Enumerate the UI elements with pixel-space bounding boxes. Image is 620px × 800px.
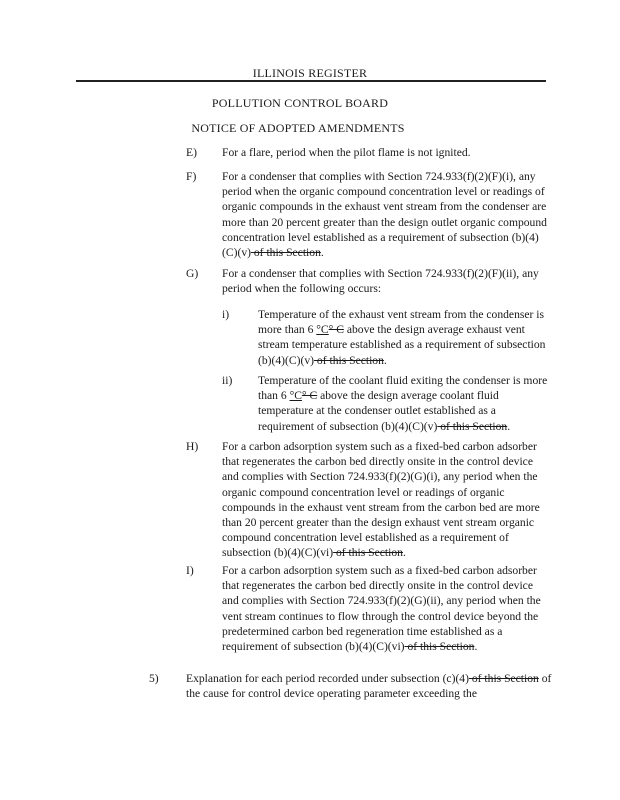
subitem-text-gi bbox=[258, 307, 552, 368]
item-f-struck: of this Section bbox=[250, 246, 321, 260]
item-f-text: For a condenser that complies with Section 724.933(f)(2)(F)(i), any period when the organic compound concentration level or readings of organic compounds in the exhaust vent stream from the condenser are more than 20 percent greater than the design outlet organic compound concentration level established as a requirement of subsection (b)(4)(C)(v) bbox=[222, 170, 547, 260]
gii-struck: ° C bbox=[301, 389, 318, 403]
subitem-label-gi: i) bbox=[222, 308, 230, 321]
gi-struck: ° C bbox=[328, 323, 344, 337]
item-label-e: E) bbox=[186, 146, 197, 159]
item-h-struck: of this Section bbox=[333, 546, 403, 560]
gi-struck2: of this Section bbox=[314, 353, 384, 367]
item-text-h bbox=[222, 439, 552, 561]
gi-b: above the design average exhaust vent stream temperature established as a requirement of subsection (b)(4)(C)(v) bbox=[258, 323, 546, 367]
item-5-a: Explanation for each period recorded under subsection (c)(4) bbox=[186, 672, 469, 685]
notice-title: NOTICE OF ADOPTED AMENDMENTS bbox=[191, 121, 405, 135]
subitem-text-gii bbox=[258, 373, 552, 434]
gii-b: above the design average coolant fluid temperature at the condenser outlet established as a requirement of subsection (b)(4)(C)(v) bbox=[258, 389, 499, 433]
item-e-text: For a flare, period when the pilot flame is not ignited. bbox=[222, 146, 471, 159]
gii-end: . bbox=[507, 419, 511, 433]
item-f-end: . bbox=[320, 246, 324, 260]
item-h-text: For a carbon adsorption system such as a fixed-bed carbon adsorber that regenerates the carbon bed directly onsite in the control device and complies with Section 724.933(f)(2)(G)(i), any period when the organic compound concentration level or readings of organic compounds in the exhaust vent stream from the carbon bed are more than 20 percent greater than the design exhaust vent stream organic compound concentration level established as a requirement of subsection (b)(4)(C)(vi) bbox=[222, 440, 540, 560]
gii-struck2: of this Section bbox=[437, 419, 508, 433]
item-label-f: F) bbox=[186, 170, 197, 183]
item-label-g: G) bbox=[186, 267, 199, 280]
item-label-5: 5) bbox=[149, 672, 159, 685]
item-text-g bbox=[222, 266, 552, 296]
item-5-struck: of this Section bbox=[468, 672, 539, 685]
item-label-i: I) bbox=[186, 564, 194, 577]
item-text-5 bbox=[186, 671, 552, 701]
board-title: POLLUTION CONTROL BOARD bbox=[211, 96, 389, 110]
item-5-b: of the cause for control device operating parameter exceeding the bbox=[186, 672, 552, 701]
item-text-i bbox=[222, 563, 552, 654]
gi-a: Temperature of the exhaust vent stream from the condenser is more than 6 bbox=[258, 308, 545, 337]
item-i-text: For a carbon adsorption system such as a fixed-bed carbon adsorber that regenerates the carbon bed directly onsite in the control device and complies with Section 724.933(f)(2)(G)(ii), any period when the vent stream continues to flow through the control device beyond the predetermined carbon bed regeneration time established as a requirement of subsection (b)(4)(C)(vi) bbox=[222, 564, 541, 654]
gi-deg: °C bbox=[316, 323, 329, 337]
gii-deg: °C bbox=[289, 389, 302, 403]
item-h-end: . bbox=[402, 546, 406, 560]
register-title: ILLINOIS REGISTER bbox=[252, 66, 368, 80]
item-label-h: H) bbox=[186, 440, 199, 453]
item-i-struck: of this Section bbox=[404, 640, 475, 654]
item-g-text: For a condenser that complies with Section 724.933(f)(2)(F)(ii), any period when the following occurs: bbox=[222, 267, 539, 296]
subitem-label-gii: ii) bbox=[222, 374, 233, 387]
item-text-e bbox=[222, 145, 552, 160]
gi-end: . bbox=[383, 353, 387, 367]
header-rule bbox=[76, 80, 546, 82]
item-text-f bbox=[222, 169, 552, 260]
item-i-end: . bbox=[474, 640, 478, 654]
gii-a: Temperature of the coolant fluid exiting the condenser is more than 6 bbox=[258, 374, 548, 403]
